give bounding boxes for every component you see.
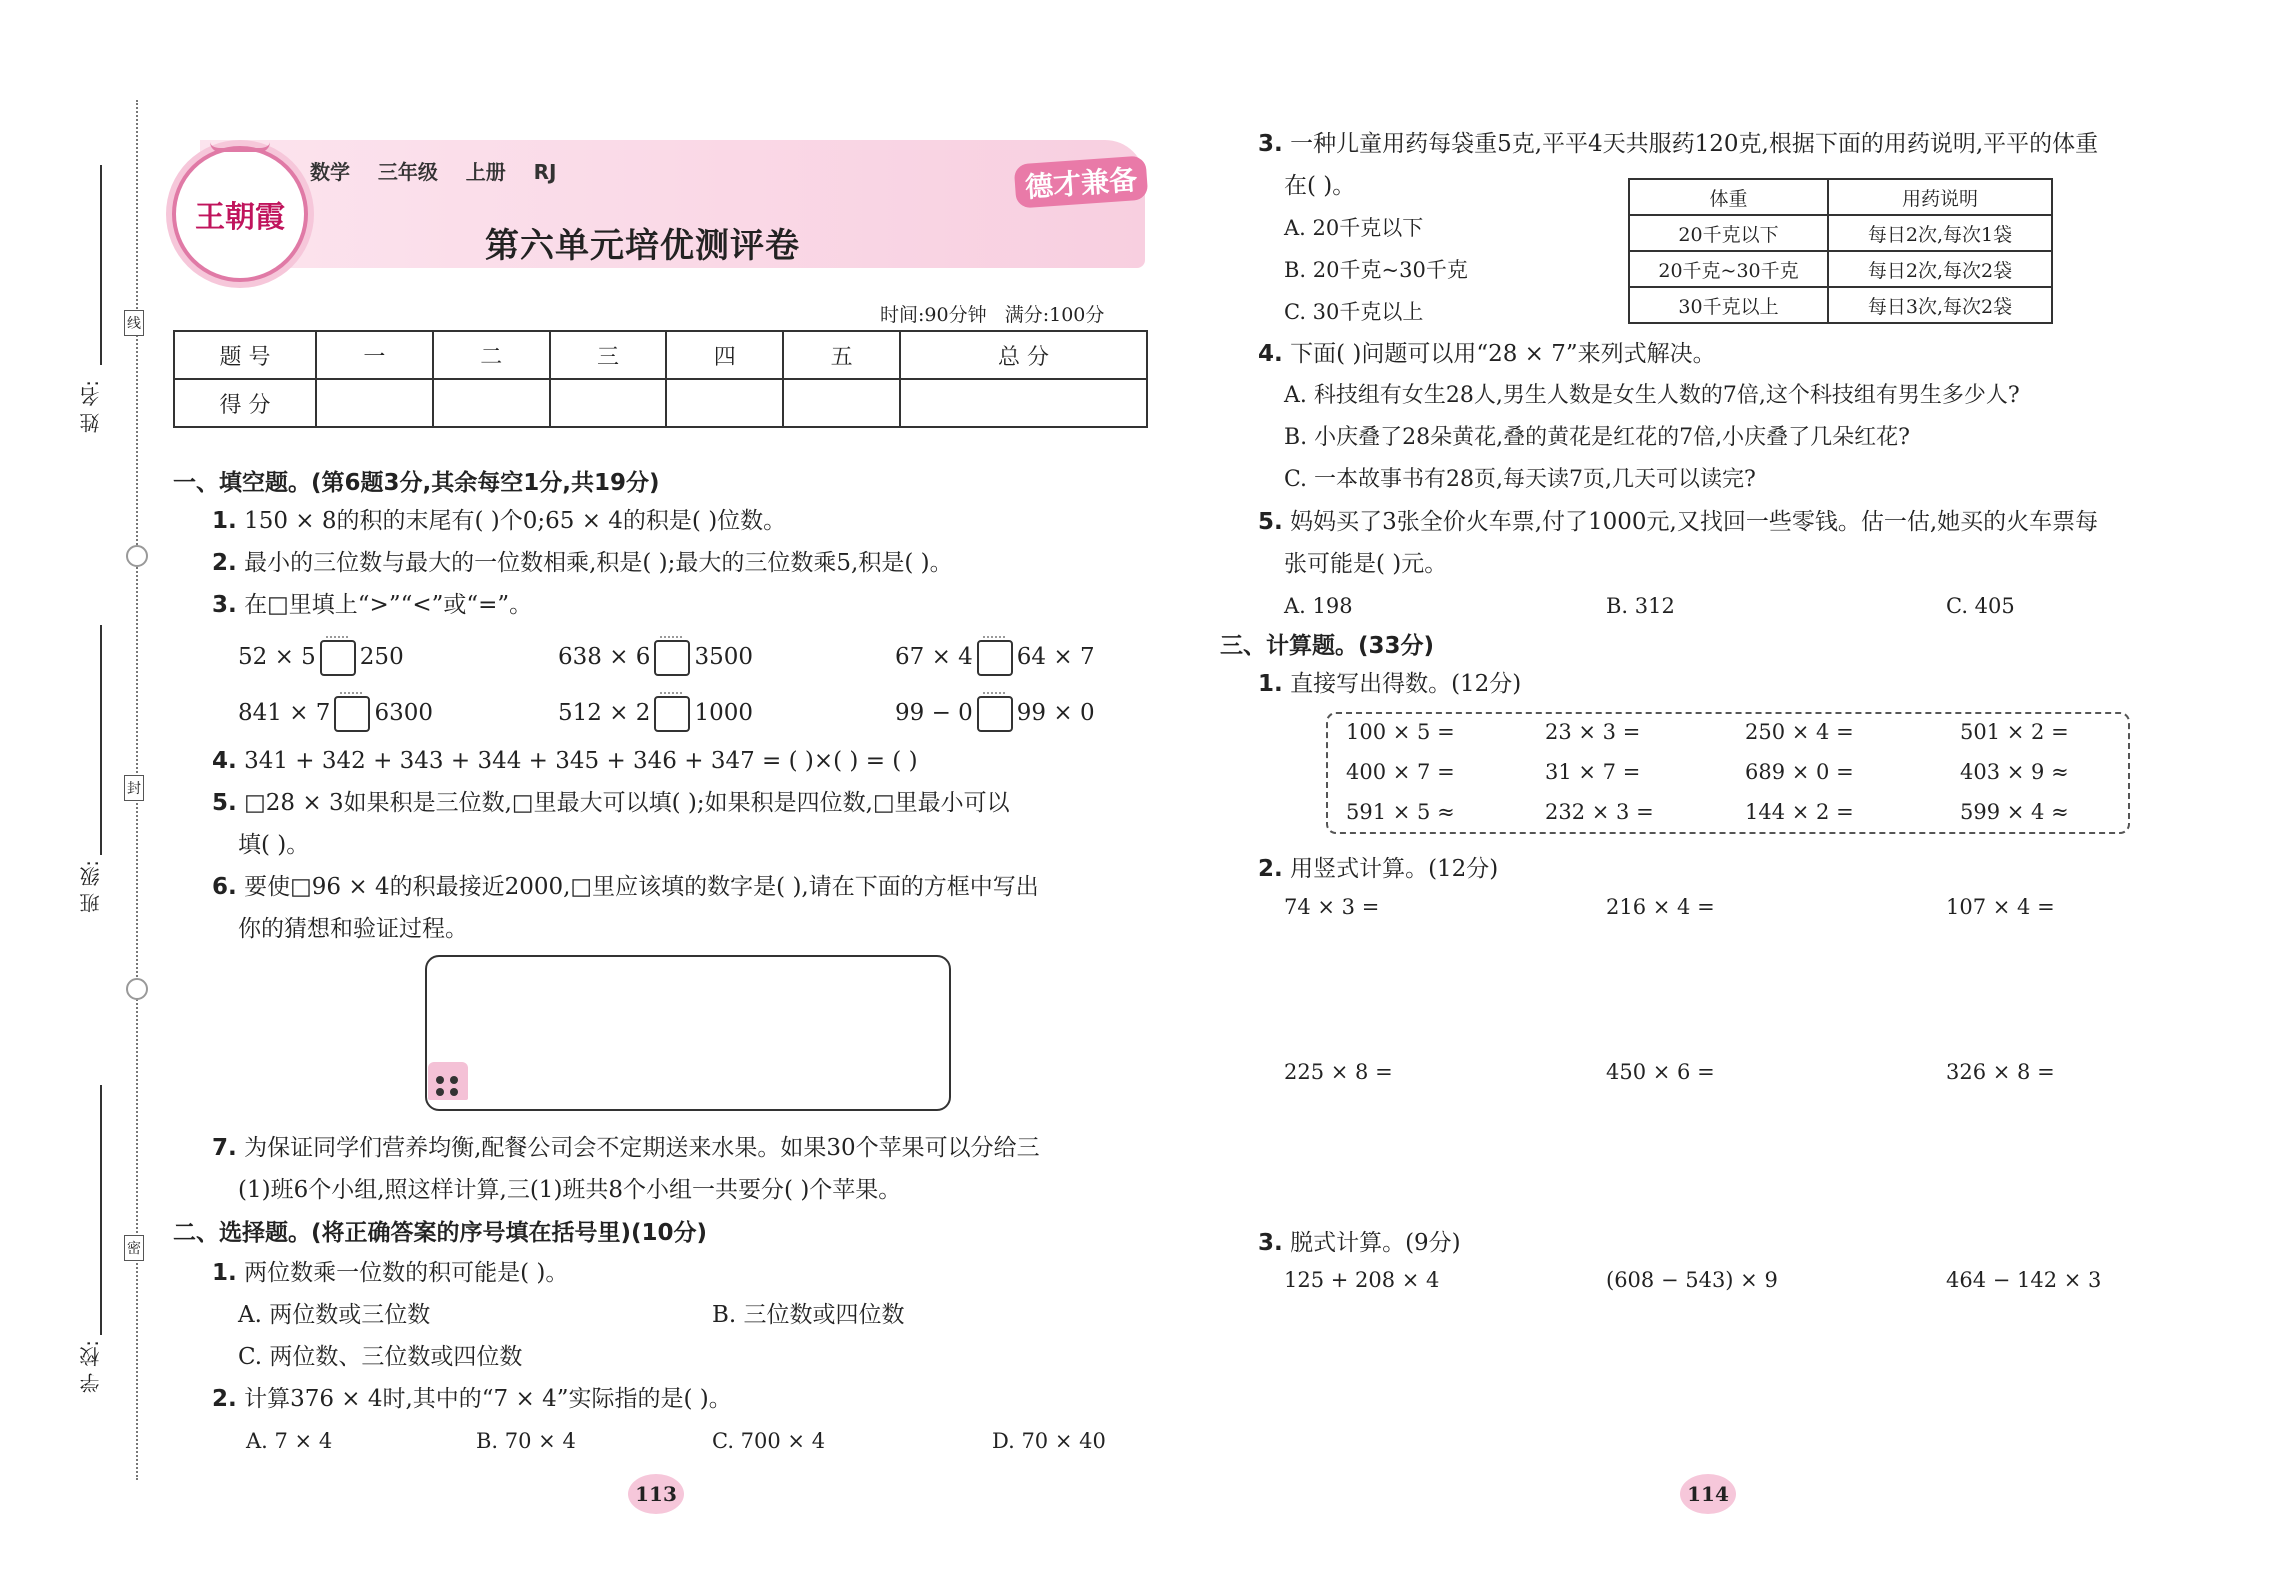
option: C. 405 — [1946, 594, 2015, 618]
score-cell[interactable] — [316, 379, 433, 427]
option: A. 198 — [1284, 594, 1353, 618]
edition: RJ — [533, 160, 557, 184]
oral-item: 689 × 0 = — [1745, 760, 1854, 784]
page-number-right: 114 — [1687, 1482, 1729, 1506]
brand-name: 王朝霞 — [195, 200, 285, 235]
table-cell: 三 — [550, 331, 667, 379]
option: B. 70 × 4 — [476, 1429, 576, 1453]
oral-item: 250 × 4 = — [1745, 720, 1854, 744]
option: C. 两位数、三位数或四位数 — [238, 1344, 523, 1370]
question-2-4: 4. 下面( )问题可以用“28 × 7”来列式解决。 — [1258, 341, 1716, 367]
table-cell: 体重 — [1629, 179, 1828, 215]
score-cell[interactable] — [900, 379, 1147, 427]
step-calc-item: (608 − 543) × 9 — [1606, 1268, 1778, 1292]
page-title: 第六单元培优测评卷 — [485, 226, 800, 266]
class-field[interactable] — [100, 625, 102, 855]
page-number-left: 113 — [635, 1482, 677, 1506]
option: C. 一本故事书有28页,每天读7页,几天可以读完? — [1284, 467, 1756, 492]
question-2-3: 3. 一种儿童用药每袋重5克,平平4天共服药120克,根据下面的用药说明,平平的体重 — [1258, 131, 2099, 157]
question-3-2: 2. 用竖式计算。(12分) — [1258, 856, 1499, 882]
answer-box[interactable] — [977, 640, 1013, 676]
question-1-3: 3. 在□里填上“>”“<”或“=”。 — [212, 592, 533, 618]
question-3-3: 3. 脱式计算。(9分) — [1258, 1230, 1461, 1256]
step-calc-item: 464 − 142 × 3 — [1946, 1268, 2102, 1292]
option: C. 700 × 4 — [712, 1429, 826, 1453]
table-row — [1629, 251, 2052, 287]
score-cell[interactable] — [550, 379, 667, 427]
vertical-calc-item: 74 × 3 = — [1284, 895, 1380, 919]
compare-item: 512 × 2 1000 — [558, 692, 753, 734]
subject-line — [310, 156, 556, 185]
score-table — [173, 330, 1148, 428]
class-label: 班 级: — [79, 860, 103, 914]
option: A. 20千克以下 — [1284, 216, 1424, 240]
option: A. 两位数或三位数 — [238, 1302, 431, 1328]
table-cell: 每日2次,每次2袋 — [1828, 251, 2052, 287]
grade: 三年级 — [377, 160, 438, 184]
time-limit: 时间:90分钟 — [880, 304, 987, 326]
school-label: 学 校: — [79, 1340, 103, 1394]
question-3-1: 1. 直接写出得数。(12分) — [1258, 671, 1522, 697]
question-1-6-cont: 你的猜想和验证过程。 — [238, 916, 468, 942]
table-cell: 30千克以上 — [1629, 287, 1828, 323]
compare-item: 638 × 6 3500 — [558, 636, 753, 678]
term: 上册 — [465, 160, 506, 184]
step-calc-item: 125 + 208 × 4 — [1284, 1268, 1440, 1292]
question-2-3-cont: 在( )。 — [1284, 173, 1356, 199]
answer-box[interactable] — [334, 696, 370, 732]
compare-item: 99 − 0 99 × 0 — [895, 692, 1095, 734]
seal-mark: 封 — [124, 775, 144, 801]
oral-item: 23 × 3 = — [1545, 720, 1641, 744]
name-field[interactable] — [100, 165, 102, 365]
question-2-5-cont: 张可能是( )元。 — [1284, 551, 1448, 577]
table-row — [174, 331, 1147, 379]
option: D. 70 × 40 — [992, 1429, 1106, 1453]
question-1-5: 5. □28 × 3如果积是三位数,□里最大可以填( );如果积是四位数,□里最小可以 — [212, 790, 1010, 816]
secret-mark: 密 — [124, 1235, 144, 1261]
answer-area[interactable] — [425, 955, 951, 1111]
oral-item: 100 × 5 = — [1346, 720, 1455, 744]
table-cell: 题 号 — [174, 331, 316, 379]
score-cell[interactable] — [433, 379, 550, 427]
oral-item: 232 × 3 = — [1545, 800, 1654, 824]
vertical-calc-item: 450 × 6 = — [1606, 1060, 1715, 1084]
ring-icon — [126, 545, 148, 567]
compare-item: 67 × 4 64 × 7 — [895, 636, 1095, 678]
table-cell: 得 分 — [174, 379, 316, 427]
table-cell: 总 分 — [900, 331, 1147, 379]
oral-item: 591 × 5 ≈ — [1346, 800, 1455, 824]
dosage-table — [1628, 178, 2053, 324]
option: B. 312 — [1606, 594, 1675, 618]
name-label: 姓 名: — [79, 380, 103, 434]
oral-item: 400 × 7 = — [1346, 760, 1455, 784]
answer-box[interactable] — [320, 640, 356, 676]
crown-icon — [210, 126, 270, 152]
line-mark: 线 — [124, 310, 144, 336]
question-2-2: 2. 计算376 × 4时,其中的“7 × 4”实际指的是( )。 — [212, 1386, 732, 1412]
option: A. 7 × 4 — [246, 1429, 333, 1453]
question-1-5-cont: 填( )。 — [238, 832, 310, 858]
question-2-1: 1. 两位数乘一位数的积可能是( )。 — [212, 1260, 569, 1286]
school-field[interactable] — [100, 1085, 102, 1335]
question-1-1: 1. 150 × 8的积的末尾有( )个0;65 × 4的积是( )位数。 — [212, 508, 787, 534]
compare-item: 52 × 5 250 — [238, 636, 404, 678]
table-cell: 20千克~30千克 — [1629, 251, 1828, 287]
question-2-5: 5. 妈妈买了3张全价火车票,付了1000元,又找回一些零钱。估一估,她买的火车票每 — [1258, 509, 2099, 535]
section-2-title: 二、选择题。(将正确答案的序号填在括号里)(10分) — [173, 1220, 708, 1246]
table-cell: 四 — [666, 331, 783, 379]
table-row — [174, 379, 1147, 427]
table-cell: 每日2次,每次1袋 — [1828, 215, 2052, 251]
oral-item: 599 × 4 ≈ — [1960, 800, 2069, 824]
option: A. 科技组有女生28人,男生人数是女生人数的7倍,这个科技组有男生多少人? — [1284, 383, 2020, 408]
table-row — [1629, 179, 2052, 215]
brand-logo — [172, 146, 308, 282]
table-cell: 每日3次,每次2袋 — [1828, 287, 2052, 323]
option: B. 20千克~30千克 — [1284, 258, 1468, 282]
table-cell: 五 — [783, 331, 900, 379]
vertical-calc-item: 225 × 8 = — [1284, 1060, 1393, 1084]
score-cell[interactable] — [666, 379, 783, 427]
table-cell: 一 — [316, 331, 433, 379]
option: C. 30千克以上 — [1284, 300, 1424, 324]
option: B. 小庆叠了28朵黄花,叠的黄花是红花的7倍,小庆叠了几朵红花? — [1284, 425, 1910, 450]
subject: 数学 — [310, 160, 350, 184]
section-3-title: 三、计算题。(33分) — [1220, 633, 1435, 659]
vertical-calc-item: 107 × 4 = — [1946, 895, 2055, 919]
compare-item: 841 × 7 6300 — [238, 692, 433, 734]
table-cell: 20千克以下 — [1629, 215, 1828, 251]
full-score: 满分:100分 — [1004, 304, 1105, 326]
oral-item: 144 × 2 = — [1745, 800, 1854, 824]
question-1-4: 4. 341 + 342 + 343 + 344 + 345 + 346 + 347 = ( )×( ) = ( ) — [212, 748, 918, 774]
oral-item: 501 × 2 = — [1960, 720, 2069, 744]
option: B. 三位数或四位数 — [712, 1302, 905, 1328]
table-cell: 二 — [433, 331, 550, 379]
section-1-title: 一、填空题。(第6题3分,其余每空1分,共19分) — [173, 470, 660, 496]
table-row — [1629, 287, 2052, 323]
vertical-calc-item: 216 × 4 = — [1606, 895, 1715, 919]
score-cell[interactable] — [783, 379, 900, 427]
question-1-2: 2. 最小的三位数与最大的一位数相乘,积是( );最大的三位数乘5,积是( )。 — [212, 550, 953, 576]
answer-box[interactable] — [977, 696, 1013, 732]
table-cell: 用药说明 — [1828, 179, 2052, 215]
ring-icon — [126, 978, 148, 1000]
brand-slogan: 德才兼备 — [1014, 155, 1149, 208]
oral-item: 403 × 9 ≈ — [1960, 760, 2069, 784]
question-1-6: 6. 要使□96 × 4的积最接近2000,□里应该填的数字是( ),请在下面的方框中写出 — [212, 874, 1039, 900]
house-icon — [428, 1062, 468, 1100]
table-row — [1629, 215, 2052, 251]
question-1-7-cont: (1)班6个小组,照这样计算,三(1)班共8个小组一共要分( )个苹果。 — [238, 1177, 902, 1203]
answer-box[interactable] — [654, 640, 690, 676]
answer-box[interactable] — [654, 696, 690, 732]
time-info — [880, 300, 1104, 327]
vertical-calc-item: 326 × 8 = — [1946, 1060, 2055, 1084]
oral-item: 31 × 7 = — [1545, 760, 1641, 784]
question-1-7: 7. 为保证同学们营养均衡,配餐公司会不定期送来水果。如果30个苹果可以分给三 — [212, 1135, 1040, 1161]
